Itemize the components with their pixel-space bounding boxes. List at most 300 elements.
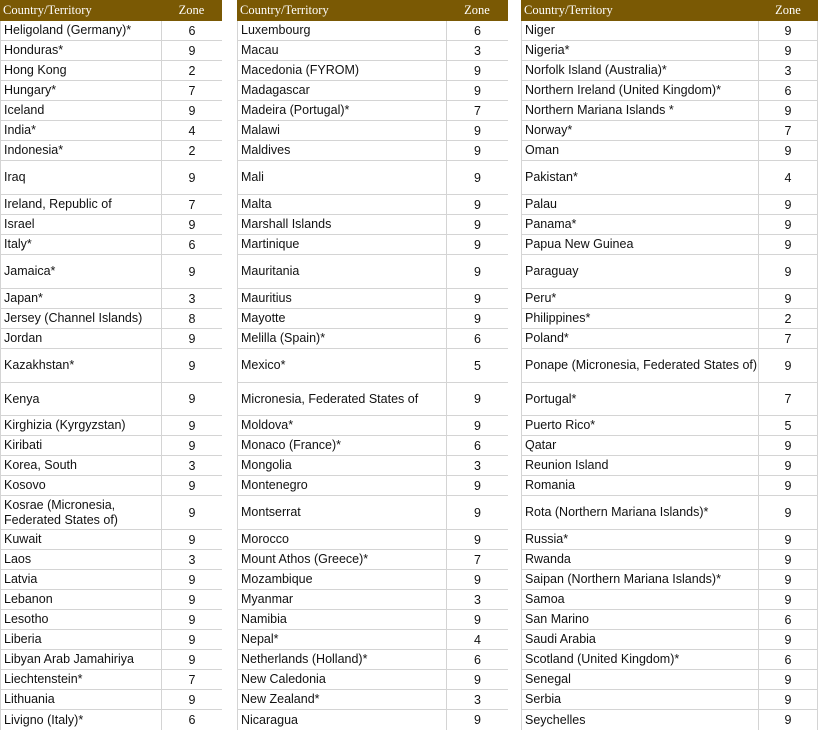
table-row <box>0 530 222 550</box>
zone-cell: 9 <box>446 81 508 100</box>
country-cell: Myanmar <box>237 590 446 609</box>
zone-cell: 9 <box>161 215 222 234</box>
country-cell: Norfolk Island (Australia)* <box>521 61 758 80</box>
table-row <box>0 630 222 650</box>
zone-cell: 5 <box>446 349 508 382</box>
zone-cell: 9 <box>446 710 508 730</box>
table-row <box>521 309 818 329</box>
table-row <box>521 235 818 255</box>
country-cell: Puerto Rico* <box>521 416 758 435</box>
zone-cell: 9 <box>446 496 508 529</box>
zone-cell: 9 <box>446 610 508 629</box>
table-row <box>521 61 818 81</box>
country-cell: Montserrat <box>237 496 446 529</box>
zone-cell: 4 <box>161 121 222 140</box>
zone-cell: 9 <box>161 570 222 589</box>
table-row <box>521 383 818 416</box>
table-row <box>521 570 818 590</box>
zone-cell: 9 <box>446 195 508 214</box>
zone-cell: 9 <box>446 476 508 495</box>
table-row <box>237 590 508 610</box>
country-cell: Russia* <box>521 530 758 549</box>
zone-cell: 9 <box>758 436 818 455</box>
table-row <box>237 530 508 550</box>
zone-cell: 9 <box>161 436 222 455</box>
table-row <box>237 141 508 161</box>
table-row <box>237 289 508 309</box>
country-header: Country/Territory <box>3 3 92 17</box>
country-cell: Malta <box>237 195 446 214</box>
country-cell: Romania <box>521 476 758 495</box>
zone-cell: 7 <box>446 550 508 569</box>
country-cell: Mauritius <box>237 289 446 308</box>
table-row <box>237 670 508 690</box>
country-cell: Melilla (Spain)* <box>237 329 446 348</box>
country-cell: Macau <box>237 41 446 60</box>
zone-cell: 9 <box>758 590 818 609</box>
zone-cell: 9 <box>446 570 508 589</box>
table-row <box>521 215 818 235</box>
table-row <box>237 21 508 41</box>
zone-cell: 9 <box>161 530 222 549</box>
zone-cell: 3 <box>758 61 818 80</box>
zone-cell: 3 <box>446 690 508 709</box>
country-cell: San Marino <box>521 610 758 629</box>
country-cell: Paraguay <box>521 255 758 288</box>
zone-cell: 9 <box>161 349 222 382</box>
country-cell: Northern Ireland (United Kingdom)* <box>521 81 758 100</box>
country-cell: New Caledonia <box>237 670 446 689</box>
zone-cell: 9 <box>161 101 222 120</box>
country-cell: Italy* <box>0 235 161 254</box>
zone-cell: 7 <box>446 101 508 120</box>
country-cell: Lithuania <box>0 690 161 709</box>
zone-cell: 6 <box>446 650 508 669</box>
zone-cell: 6 <box>446 21 508 40</box>
table-row <box>521 416 818 436</box>
zone-cell: 9 <box>161 690 222 709</box>
country-cell: Reunion Island <box>521 456 758 475</box>
table-row <box>237 215 508 235</box>
table-row <box>521 710 818 730</box>
country-cell: Moldova* <box>237 416 446 435</box>
zone-cell: 4 <box>758 161 818 194</box>
table-row <box>0 81 222 101</box>
zone-cell: 8 <box>161 309 222 328</box>
country-cell: Panama* <box>521 215 758 234</box>
zone-cell: 2 <box>161 61 222 80</box>
table-row <box>0 329 222 349</box>
country-cell: Netherlands (Holland)* <box>237 650 446 669</box>
column-header <box>0 0 222 21</box>
table-row <box>237 456 508 476</box>
country-cell: Iraq <box>0 161 161 194</box>
table-row <box>237 61 508 81</box>
table-row <box>237 383 508 416</box>
table-row <box>237 650 508 670</box>
country-cell: Madeira (Portugal)* <box>237 101 446 120</box>
zone-cell: 9 <box>446 289 508 308</box>
zone-cell: 9 <box>161 476 222 495</box>
zone-cell: 9 <box>758 670 818 689</box>
table-row <box>521 670 818 690</box>
zone-cell: 9 <box>758 690 818 709</box>
zone-cell: 3 <box>161 550 222 569</box>
country-cell: Madagascar <box>237 81 446 100</box>
zone-header: Zone <box>464 3 490 17</box>
table-row <box>237 161 508 195</box>
table-row <box>237 710 508 730</box>
country-cell: Marshall Islands <box>237 215 446 234</box>
table-row <box>0 349 222 383</box>
table-row <box>0 61 222 81</box>
country-cell: Lesotho <box>0 610 161 629</box>
table-row <box>521 610 818 630</box>
zone-cell: 7 <box>758 121 818 140</box>
table-row <box>0 476 222 496</box>
table-row <box>521 456 818 476</box>
table-row <box>521 550 818 570</box>
country-cell: Qatar <box>521 436 758 455</box>
country-cell: Mauritania <box>237 255 446 288</box>
country-cell: Oman <box>521 141 758 160</box>
table-row <box>0 416 222 436</box>
zone-cell: 6 <box>758 650 818 669</box>
country-cell: Montenegro <box>237 476 446 495</box>
table-row <box>237 309 508 329</box>
zone-cell: 9 <box>758 530 818 549</box>
country-cell: Papua New Guinea <box>521 235 758 254</box>
country-cell: India* <box>0 121 161 140</box>
zone-cell: 2 <box>161 141 222 160</box>
country-cell: Iceland <box>0 101 161 120</box>
country-cell: Maldives <box>237 141 446 160</box>
country-cell: Mexico* <box>237 349 446 382</box>
country-cell: Kazakhstan* <box>0 349 161 382</box>
zone-cell: 9 <box>446 141 508 160</box>
zone-cell: 9 <box>758 349 818 382</box>
table-row <box>521 436 818 456</box>
country-cell: Micronesia, Federated States of <box>237 383 446 415</box>
country-cell: Kenya <box>0 383 161 415</box>
table-row <box>0 161 222 195</box>
table-row <box>521 121 818 141</box>
zone-cell: 9 <box>161 161 222 194</box>
table-row <box>521 349 818 383</box>
zone-cell: 9 <box>446 235 508 254</box>
table-row <box>0 215 222 235</box>
table-row <box>521 255 818 289</box>
country-cell: Mayotte <box>237 309 446 328</box>
column-header <box>237 0 508 21</box>
table-row <box>0 550 222 570</box>
table-row <box>0 610 222 630</box>
table-row <box>0 101 222 121</box>
zone-cell: 9 <box>758 476 818 495</box>
zone-cell: 9 <box>446 215 508 234</box>
country-cell: Samoa <box>521 590 758 609</box>
country-cell: Rota (Northern Mariana Islands)* <box>521 496 758 529</box>
table-row <box>237 349 508 383</box>
country-cell: Luxembourg <box>237 21 446 40</box>
country-cell: Kuwait <box>0 530 161 549</box>
country-cell: Kiribati <box>0 436 161 455</box>
zone-cell: 9 <box>446 383 508 415</box>
country-cell: Ireland, Republic of <box>0 195 161 214</box>
zone-cell: 9 <box>758 570 818 589</box>
zone-cell: 9 <box>161 383 222 415</box>
table-row <box>0 710 222 730</box>
country-cell: Liechtenstein* <box>0 670 161 689</box>
table-row <box>521 630 818 650</box>
table-row <box>237 630 508 650</box>
table-row <box>237 329 508 349</box>
zone-cell: 9 <box>446 530 508 549</box>
table-row <box>521 496 818 530</box>
country-cell: Mount Athos (Greece)* <box>237 550 446 569</box>
table-row <box>521 289 818 309</box>
zone-cell: 9 <box>446 61 508 80</box>
country-header: Country/Territory <box>524 3 613 17</box>
table-row <box>0 309 222 329</box>
zone-cell: 9 <box>758 630 818 649</box>
table-row <box>0 195 222 215</box>
zone-cell: 9 <box>161 329 222 348</box>
zone-cell: 3 <box>161 289 222 308</box>
country-cell: Norway* <box>521 121 758 140</box>
table-row <box>237 195 508 215</box>
country-cell: Kosrae (Micronesia, Federated States of) <box>0 496 161 529</box>
table-row <box>521 329 818 349</box>
zone-cell: 9 <box>758 456 818 475</box>
table-row <box>0 235 222 255</box>
country-cell: Livigno (Italy)* <box>0 710 161 730</box>
country-cell: Philippines* <box>521 309 758 328</box>
zone-cell: 3 <box>446 41 508 60</box>
zone-cell: 3 <box>161 456 222 475</box>
table-row <box>521 41 818 61</box>
country-cell: Korea, South <box>0 456 161 475</box>
country-cell: Poland* <box>521 329 758 348</box>
zone-cell: 9 <box>161 416 222 435</box>
country-cell: Liberia <box>0 630 161 649</box>
zone-cell: 9 <box>446 670 508 689</box>
country-cell: Jersey (Channel Islands) <box>0 309 161 328</box>
zone-cell: 7 <box>161 81 222 100</box>
table-row <box>237 476 508 496</box>
country-cell: Seychelles <box>521 710 758 730</box>
country-cell: Nicaragua <box>237 710 446 730</box>
country-cell: Niger <box>521 21 758 40</box>
zone-cell: 2 <box>758 309 818 328</box>
country-cell: Hungary* <box>0 81 161 100</box>
table-row <box>0 670 222 690</box>
table-row <box>0 121 222 141</box>
table-row <box>0 255 222 289</box>
country-cell: Senegal <box>521 670 758 689</box>
table-row <box>521 530 818 550</box>
zone-cell: 5 <box>758 416 818 435</box>
country-cell: Namibia <box>237 610 446 629</box>
country-cell: Jordan <box>0 329 161 348</box>
zone-cell: 9 <box>161 630 222 649</box>
table-row <box>0 436 222 456</box>
zone-cell: 9 <box>758 550 818 569</box>
country-cell: Rwanda <box>521 550 758 569</box>
zone-cell: 7 <box>758 329 818 348</box>
zone-header: Zone <box>775 3 801 17</box>
country-cell: Indonesia* <box>0 141 161 160</box>
table-row <box>0 21 222 41</box>
table-row <box>521 101 818 121</box>
country-cell: Peru* <box>521 289 758 308</box>
country-cell: Nigeria* <box>521 41 758 60</box>
zone-cell: 3 <box>446 456 508 475</box>
table-row <box>521 650 818 670</box>
zone-cell: 9 <box>758 21 818 40</box>
country-cell: Heligoland (Germany)* <box>0 21 161 40</box>
table-row <box>237 496 508 530</box>
country-cell: Mali <box>237 161 446 194</box>
zone-cell: 6 <box>758 610 818 629</box>
country-cell: Libyan Arab Jamahiriya <box>0 650 161 669</box>
country-cell: Palau <box>521 195 758 214</box>
country-cell: Mozambique <box>237 570 446 589</box>
zone-cell: 9 <box>161 650 222 669</box>
table-row <box>0 496 222 530</box>
country-cell: Hong Kong <box>0 61 161 80</box>
zone-cell: 9 <box>758 101 818 120</box>
column-header <box>521 0 818 21</box>
country-cell: Jamaica* <box>0 255 161 288</box>
zone-cell: 7 <box>161 195 222 214</box>
zone-cell: 9 <box>758 195 818 214</box>
table-row <box>0 141 222 161</box>
country-cell: Ponape (Micronesia, Federated States of) <box>521 349 758 382</box>
table-row <box>237 436 508 456</box>
zone-cell: 6 <box>161 235 222 254</box>
table-row <box>0 570 222 590</box>
zone-cell: 9 <box>446 416 508 435</box>
zone-cell: 9 <box>758 255 818 288</box>
country-cell: Mongolia <box>237 456 446 475</box>
table-row <box>237 416 508 436</box>
zone-cell: 9 <box>758 235 818 254</box>
table-row <box>521 195 818 215</box>
country-cell: Latvia <box>0 570 161 589</box>
country-cell: Monaco (France)* <box>237 436 446 455</box>
table-row <box>237 235 508 255</box>
country-cell: Lebanon <box>0 590 161 609</box>
table-row <box>0 456 222 476</box>
table-row <box>0 650 222 670</box>
table-row <box>0 690 222 710</box>
table-row <box>0 590 222 610</box>
zone-cell: 9 <box>161 41 222 60</box>
country-cell: Kosovo <box>0 476 161 495</box>
table-row <box>237 550 508 570</box>
country-cell: Macedonia (FYROM) <box>237 61 446 80</box>
country-cell: Serbia <box>521 690 758 709</box>
country-cell: Kirghizia (Kyrgyzstan) <box>0 416 161 435</box>
country-cell: Nepal* <box>237 630 446 649</box>
table-row <box>237 41 508 61</box>
zone-cell: 6 <box>446 329 508 348</box>
table-row <box>0 41 222 61</box>
zone-cell: 9 <box>758 710 818 730</box>
table-row <box>237 81 508 101</box>
zone-cell: 7 <box>758 383 818 415</box>
zone-cell: 6 <box>758 81 818 100</box>
country-cell: Honduras* <box>0 41 161 60</box>
zone-cell: 9 <box>446 161 508 194</box>
table-row <box>237 121 508 141</box>
country-header: Country/Territory <box>240 3 329 17</box>
table-column-3 <box>521 0 818 730</box>
country-cell: New Zealand* <box>237 690 446 709</box>
zone-header: Zone <box>178 3 205 17</box>
table-row <box>521 476 818 496</box>
table-row <box>237 255 508 289</box>
zone-cell: 6 <box>161 21 222 40</box>
country-cell: Saipan (Northern Mariana Islands)* <box>521 570 758 589</box>
zone-cell: 9 <box>446 121 508 140</box>
zone-cell: 9 <box>758 289 818 308</box>
table-row <box>521 690 818 710</box>
zone-cell: 7 <box>161 670 222 689</box>
country-cell: Israel <box>0 215 161 234</box>
table-row <box>521 21 818 41</box>
zone-cell: 6 <box>161 710 222 730</box>
zone-cell: 4 <box>446 630 508 649</box>
country-cell: Northern Mariana Islands * <box>521 101 758 120</box>
zone-cell: 3 <box>446 590 508 609</box>
zone-cell: 9 <box>446 255 508 288</box>
zone-cell: 9 <box>758 215 818 234</box>
table-column-1 <box>0 0 222 730</box>
table-row <box>521 590 818 610</box>
country-cell: Martinique <box>237 235 446 254</box>
zone-cell: 6 <box>446 436 508 455</box>
country-cell: Japan* <box>0 289 161 308</box>
country-cell: Malawi <box>237 121 446 140</box>
table-row <box>521 141 818 161</box>
table-column-2 <box>237 0 508 730</box>
table-row <box>237 690 508 710</box>
table-row <box>521 81 818 101</box>
zone-cell: 9 <box>758 496 818 529</box>
country-cell: Scotland (United Kingdom)* <box>521 650 758 669</box>
zone-cell: 9 <box>758 141 818 160</box>
table-row <box>237 610 508 630</box>
zone-cell: 9 <box>161 255 222 288</box>
table-row <box>237 101 508 121</box>
country-cell: Pakistan* <box>521 161 758 194</box>
table-row <box>0 289 222 309</box>
country-cell: Morocco <box>237 530 446 549</box>
country-cell: Laos <box>0 550 161 569</box>
zone-cell: 9 <box>161 496 222 529</box>
country-cell: Portugal* <box>521 383 758 415</box>
table-row <box>237 570 508 590</box>
zone-cell: 9 <box>161 610 222 629</box>
zone-cell: 9 <box>161 590 222 609</box>
table-row <box>0 383 222 416</box>
zone-cell: 9 <box>446 309 508 328</box>
table-row <box>521 161 818 195</box>
country-cell: Saudi Arabia <box>521 630 758 649</box>
zone-cell: 9 <box>758 41 818 60</box>
